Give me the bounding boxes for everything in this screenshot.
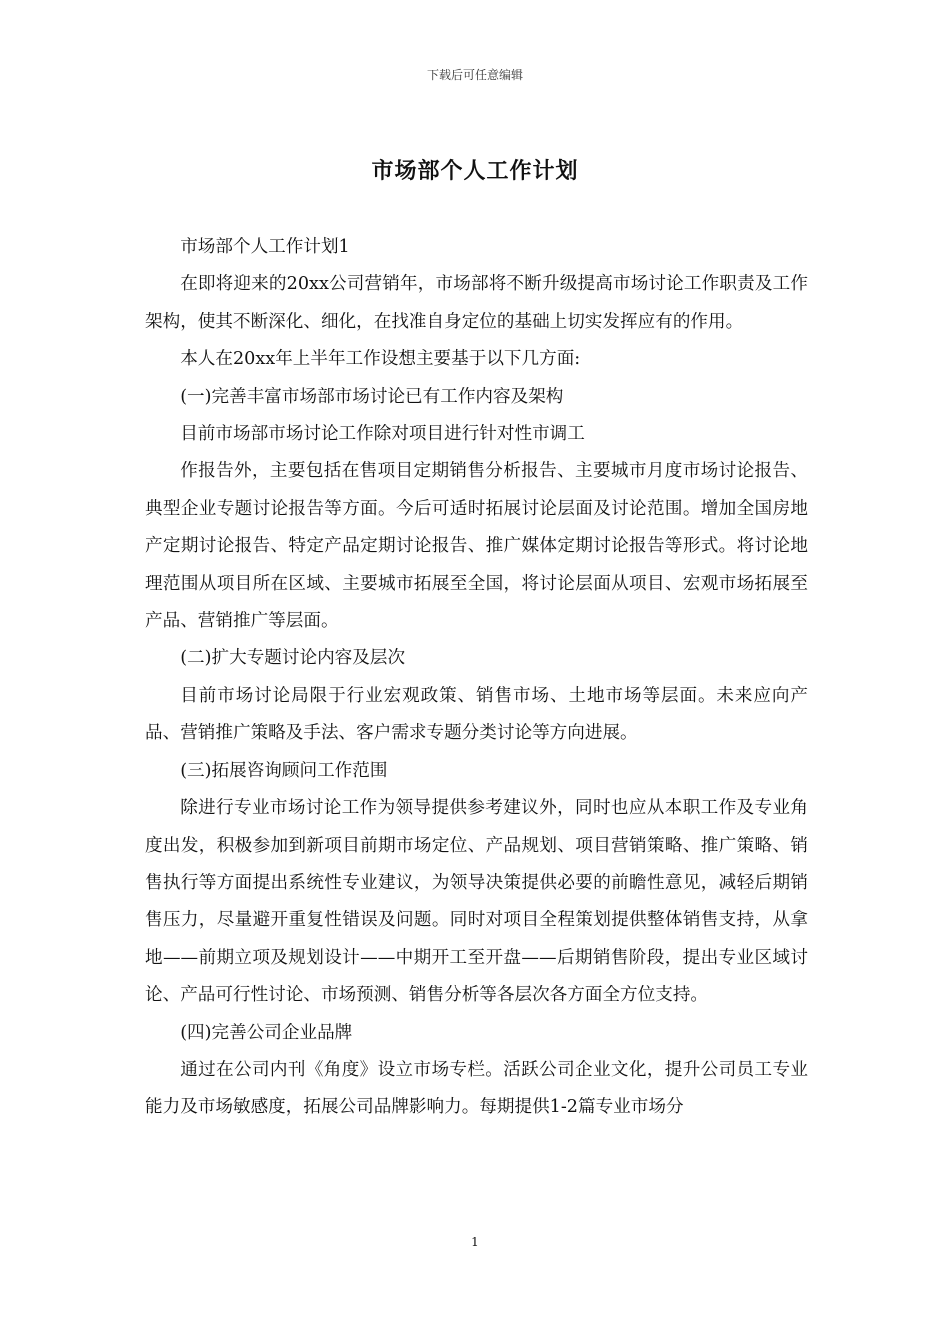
paragraph-report-scope: 作报告外，主要包括在售项目定期销售分析报告、主要城市月度市场讨论报告、典型企业专题讨论报告等方面。今后可适时拓展讨论层面及讨论范围。增加全国房地产定期讨论报告、特定产品定期讨论报告、推广媒体定期讨论报告等形式。将讨论地理范围从项目所在区域、主要城市拓展至全国，将讨论层面从项目、宏观市场拓展至产品、营销推广等层面。 [145, 461, 808, 632]
paragraph-consulting: 除进行专业市场讨论工作为领导提供参考建议外，同时也应从本职工作及专业角度出发，积极参加到新项目前期市场定位、产品规划、项目营销策略、推广策略、销售执行等方面提出系统性专业建议，为领导决策提供必要的前瞻性意见，减轻后期销售压力，尽量避开重复性错误及问题。同时对项目全程策划提供整体销售支持，从拿地——前期立项及规划设计——中期开工至开盘——后期销售阶段，提出专业区域讨论、产品可行性讨论、市场预测、销售分析等各层次各方面全方位支持。 [145, 798, 808, 1006]
section-heading-3: (三)拓展咨询顾问工作范围 [180, 760, 388, 781]
paragraph-plan-heading: 市场部个人工作计划1 [180, 237, 350, 257]
document-title: 市场部个人工作计划 [371, 158, 579, 184]
section-heading-4: (四)完善公司企业品牌 [180, 1022, 353, 1043]
section-heading-2: (二)扩大专题讨论内容及层次 [180, 648, 406, 669]
document-body [145, 229, 808, 1127]
page-number: 1 [471, 1235, 479, 1249]
section-heading-1: (一)完善丰富市场部市场讨论已有工作内容及架构 [180, 386, 564, 407]
paragraph-aspects: 本人在20xx年上半年工作设想主要基于以下几方面: [180, 349, 581, 370]
paragraph-topic-research: 目前市场讨论局限于行业宏观政策、销售市场、土地市场等层面。未来应向产品、营销推广策略及手法、客户需求专题分类讨论等方向进展。 [145, 685, 808, 744]
paragraph-brand: 通过在公司内刊《角度》设立市场专栏。活跃公司企业文化，提升公司员工专业能力及市场敏感度，拓展公司品牌影响力。每期提供1-2篇专业市场分 [145, 1059, 808, 1118]
paragraph-intro: 在即将迎来的20xx公司营销年，市场部将不断升级提高市场讨论工作职责及工作架构，使其不断深化、细化，在找准自身定位的基础上切实发挥应有的作用。 [145, 274, 808, 332]
paragraph-current-work: 目前市场部市场讨论工作除对项目进行针对性市调工 [180, 424, 585, 445]
page-header-note: 下载后可任意编辑 [426, 68, 523, 82]
